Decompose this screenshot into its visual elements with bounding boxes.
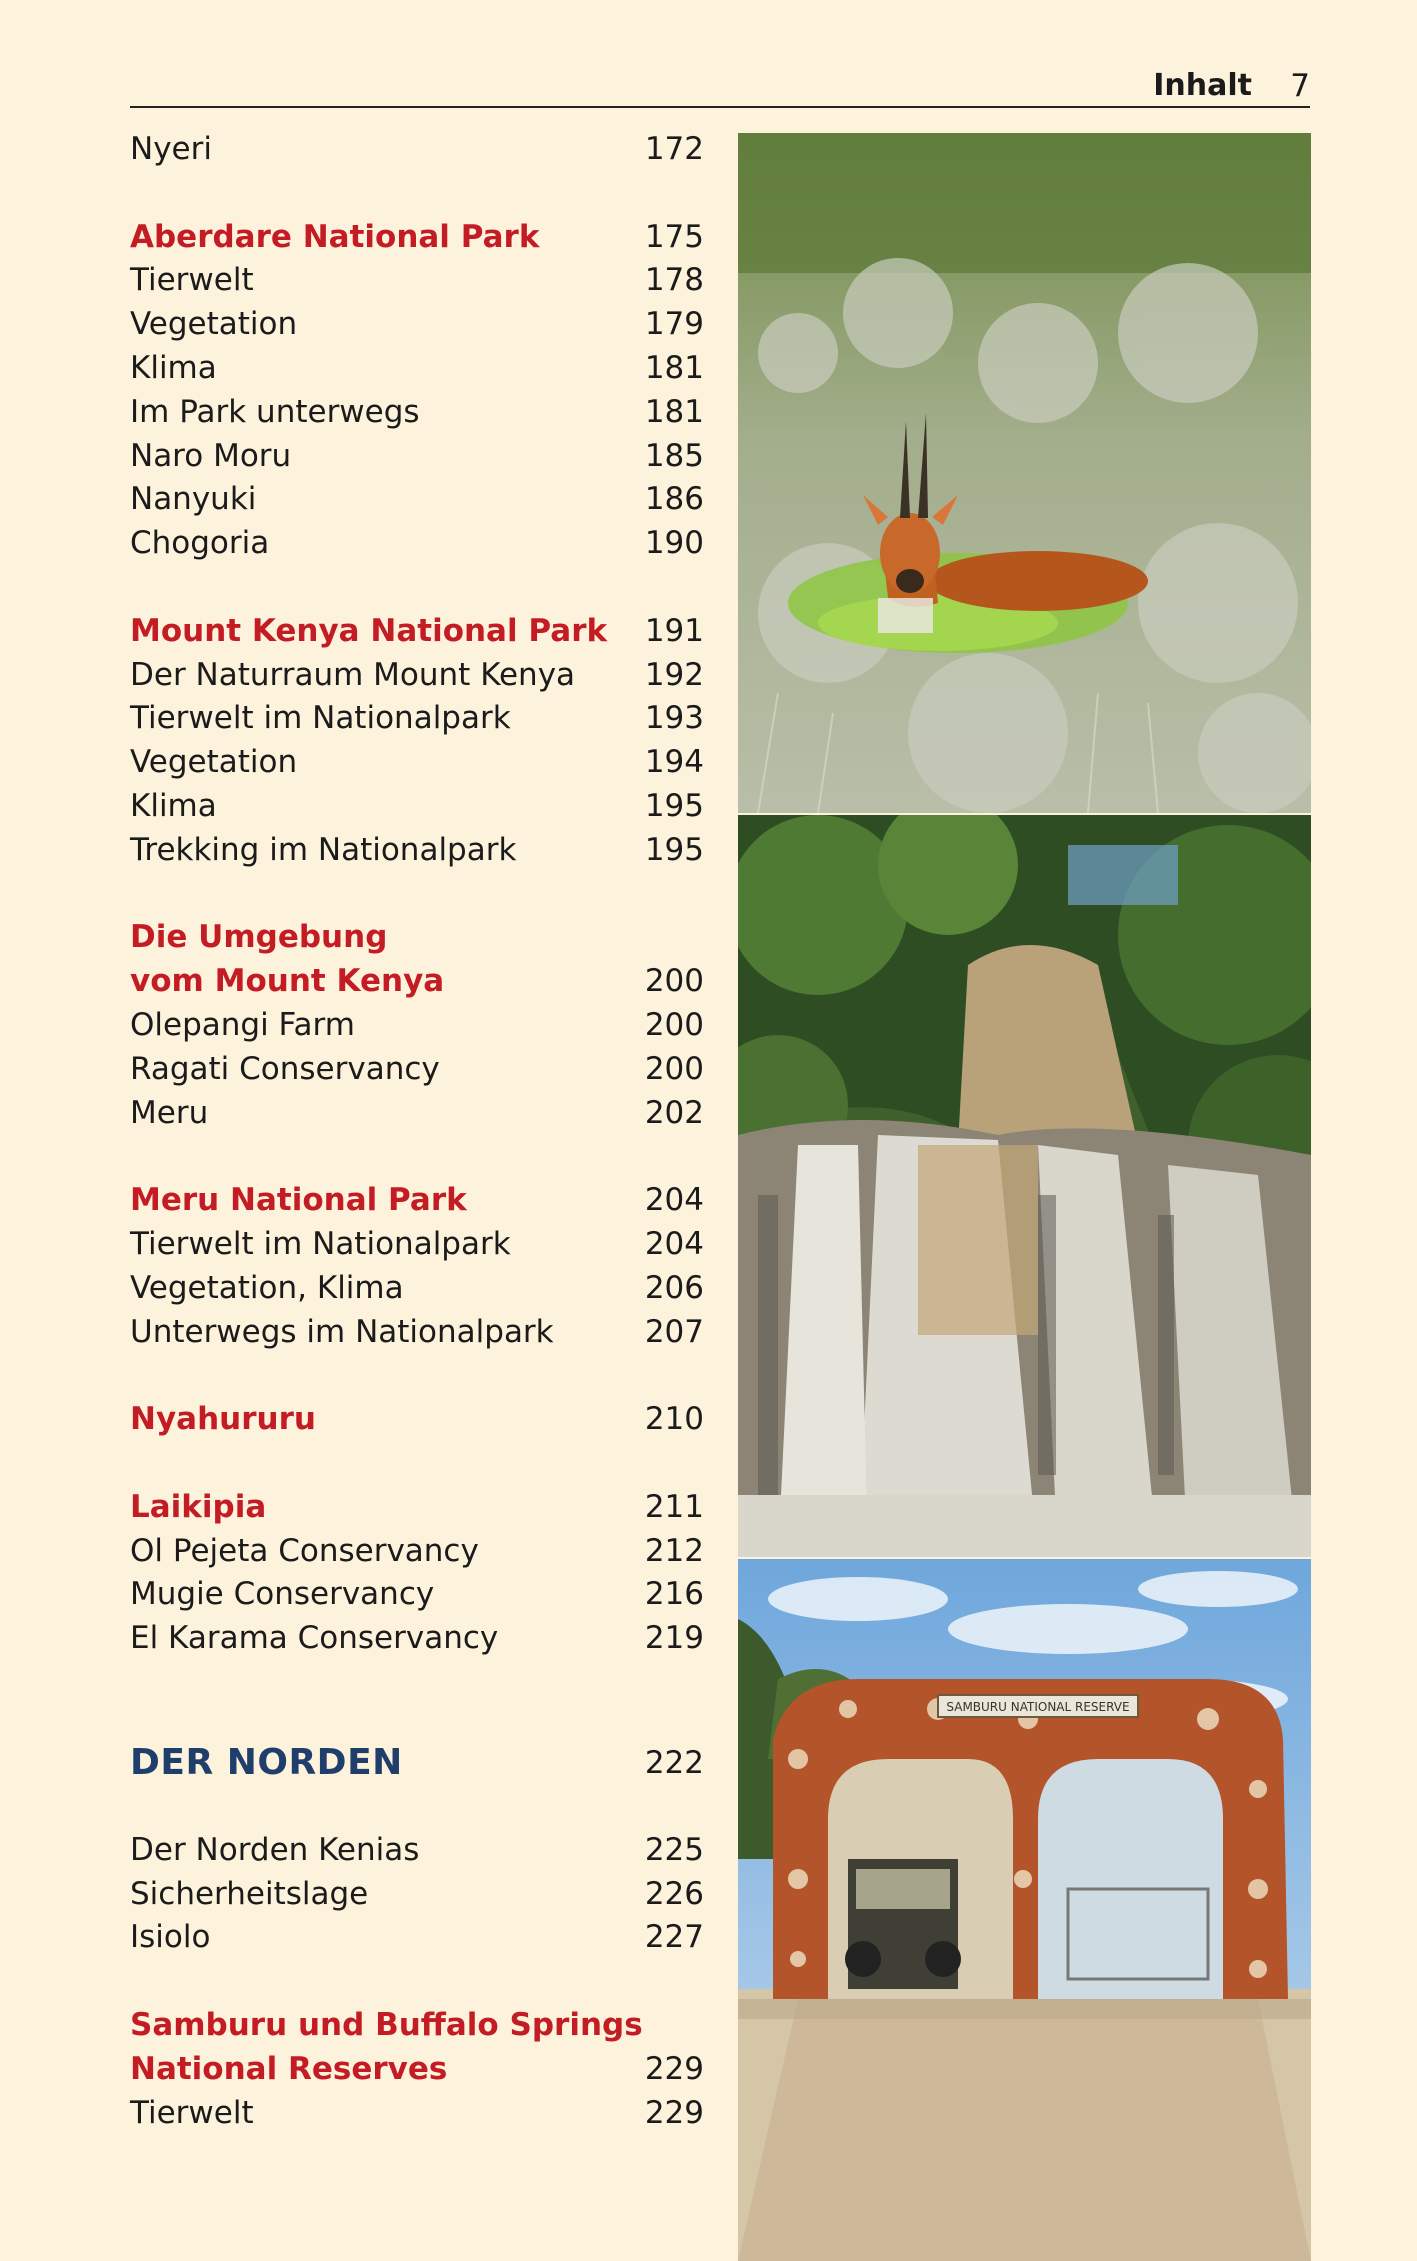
toc-title: Meru bbox=[130, 1094, 209, 1131]
toc-heading bbox=[130, 2004, 704, 2048]
toc-page-number: 190 bbox=[644, 525, 704, 562]
toc-spacer bbox=[130, 1960, 704, 2004]
toc-heading bbox=[130, 610, 704, 654]
toc-page-number: 175 bbox=[644, 218, 704, 255]
toc-title: Vegetation bbox=[130, 306, 298, 343]
toc-page-number: 206 bbox=[644, 1269, 704, 1306]
toc-page-number: 192 bbox=[644, 656, 704, 693]
toc-title: Nyeri bbox=[130, 131, 212, 167]
toc-title: Chogoria bbox=[130, 525, 270, 562]
toc-chapter bbox=[130, 1735, 704, 1791]
toc-entry bbox=[130, 829, 704, 873]
toc-title: Sicherheitslage bbox=[130, 1875, 369, 1912]
toc-entry bbox=[130, 1617, 704, 1661]
toc-title: Vegetation bbox=[130, 744, 298, 781]
toc-entry bbox=[130, 1267, 704, 1311]
toc-title: El Karama Conservancy bbox=[130, 1620, 499, 1657]
toc-entry bbox=[130, 435, 704, 479]
toc-page-number: 204 bbox=[644, 1182, 704, 1219]
toc-entry bbox=[130, 1916, 704, 1960]
toc-page-number: 195 bbox=[644, 831, 704, 868]
toc-entry bbox=[130, 1223, 704, 1267]
toc-entry bbox=[130, 697, 704, 741]
toc-entry bbox=[130, 1092, 704, 1136]
table-of-contents bbox=[130, 128, 704, 2135]
toc-title: Naro Moru bbox=[130, 437, 292, 474]
toc-page-number: 193 bbox=[644, 700, 704, 737]
section-title: Inhalt bbox=[1153, 68, 1252, 103]
toc-entry bbox=[130, 522, 704, 566]
toc-page-number: 179 bbox=[644, 306, 704, 343]
toc-title: Aberdare National Park bbox=[130, 218, 540, 255]
toc-page-number: 191 bbox=[644, 612, 704, 649]
running-header bbox=[130, 62, 1310, 108]
toc-title: Klima bbox=[130, 787, 217, 824]
toc-entry bbox=[130, 1829, 704, 1873]
toc-page-number: 227 bbox=[644, 1919, 704, 1956]
toc-page-number: 210 bbox=[644, 1401, 704, 1438]
toc-title: Mugie Conservancy bbox=[130, 1576, 435, 1613]
toc-page-number: 229 bbox=[644, 2050, 704, 2087]
toc-entry bbox=[130, 741, 704, 785]
toc-title: Vegetation, Klima bbox=[130, 1269, 404, 1306]
toc-entry bbox=[130, 259, 704, 303]
bushbuck-photo bbox=[738, 133, 1311, 813]
toc-entry bbox=[130, 785, 704, 829]
toc-entry bbox=[130, 654, 704, 698]
toc-title: vom Mount Kenya bbox=[130, 963, 445, 1000]
toc-page-number: 200 bbox=[644, 1006, 704, 1043]
photo-column bbox=[738, 133, 1311, 2133]
toc-entry bbox=[130, 303, 704, 347]
toc-title: Meru National Park bbox=[130, 1182, 467, 1219]
toc-page-number: 181 bbox=[644, 349, 704, 386]
toc-title: Mount Kenya National Park bbox=[130, 612, 608, 649]
toc-title: Nyahururu bbox=[130, 1401, 316, 1438]
toc-heading bbox=[130, 916, 704, 960]
toc-title: Tierwelt im Nationalpark bbox=[130, 700, 511, 737]
park-gate-photo bbox=[738, 1559, 1311, 2261]
toc-title: Die Umgebung bbox=[130, 919, 388, 956]
toc-spacer bbox=[130, 873, 704, 917]
toc-entry bbox=[130, 391, 704, 435]
toc-heading bbox=[130, 1398, 704, 1442]
toc-heading bbox=[130, 216, 704, 260]
toc-spacer bbox=[130, 1791, 704, 1829]
toc-page-number: 211 bbox=[644, 1488, 704, 1525]
toc-page-number: 219 bbox=[644, 1620, 704, 1657]
toc-heading bbox=[130, 1179, 704, 1223]
toc-entry bbox=[130, 1530, 704, 1574]
toc-title: Samburu und Buffalo Springs bbox=[130, 2007, 643, 2044]
toc-page-number: 204 bbox=[644, 1225, 704, 1262]
toc-page-number: 229 bbox=[644, 2094, 704, 2131]
toc-heading bbox=[130, 2048, 704, 2092]
toc-title: Trekking im Nationalpark bbox=[130, 831, 517, 868]
toc-heading bbox=[130, 960, 704, 1004]
toc-entry bbox=[130, 128, 704, 172]
toc-title: Laikipia bbox=[130, 1488, 267, 1525]
toc-title: Im Park unterwegs bbox=[130, 393, 420, 430]
toc-title: Olepangi Farm bbox=[130, 1006, 355, 1043]
toc-title: Ol Pejeta Conservancy bbox=[130, 1532, 479, 1569]
toc-entry bbox=[130, 1573, 704, 1617]
toc-title: National Reserves bbox=[130, 2050, 448, 2087]
toc-entry bbox=[130, 1004, 704, 1048]
toc-title: Tierwelt bbox=[130, 2094, 254, 2131]
toc-entry bbox=[130, 1873, 704, 1917]
toc-page-number: 202 bbox=[644, 1094, 704, 1131]
toc-spacer bbox=[130, 1354, 704, 1398]
toc-entry bbox=[130, 1311, 704, 1355]
toc-page-number: 200 bbox=[644, 963, 704, 1000]
toc-page-number: 226 bbox=[644, 1875, 704, 1912]
toc-page-number: 225 bbox=[644, 1831, 704, 1868]
toc-spacer bbox=[130, 1661, 704, 1735]
toc-entry bbox=[130, 478, 704, 522]
toc-title: Nanyuki bbox=[130, 481, 257, 518]
toc-page-number: 200 bbox=[644, 1050, 704, 1087]
toc-page-number: 172 bbox=[644, 131, 704, 167]
page-number: 7 bbox=[1290, 68, 1310, 104]
toc-page-number: 186 bbox=[644, 481, 704, 518]
toc-entry bbox=[130, 347, 704, 391]
toc-entry bbox=[130, 1048, 704, 1092]
toc-entry bbox=[130, 2092, 704, 2136]
toc-page-number: 185 bbox=[644, 437, 704, 474]
toc-heading bbox=[130, 1486, 704, 1530]
toc-title: Tierwelt bbox=[130, 262, 254, 299]
toc-page-number: 178 bbox=[644, 262, 704, 299]
toc-spacer bbox=[130, 566, 704, 610]
toc-page-number: 212 bbox=[644, 1532, 704, 1569]
toc-title: Der Naturraum Mount Kenya bbox=[130, 656, 576, 693]
toc-title: Isiolo bbox=[130, 1919, 211, 1956]
waterfall-photo bbox=[738, 815, 1311, 1557]
toc-page-number: 195 bbox=[644, 787, 704, 824]
toc-spacer bbox=[130, 1442, 704, 1486]
toc-page-number: 194 bbox=[644, 744, 704, 781]
toc-title: DER NORDEN bbox=[130, 1741, 403, 1783]
toc-title: Unterwegs im Nationalpark bbox=[130, 1313, 554, 1350]
gate-structure bbox=[773, 1679, 1288, 1999]
toc-title: Der Norden Kenias bbox=[130, 1831, 420, 1868]
toc-spacer bbox=[130, 172, 704, 216]
toc-title: Ragati Conservancy bbox=[130, 1050, 440, 1087]
toc-spacer bbox=[130, 1135, 704, 1179]
toc-page-number: 207 bbox=[644, 1313, 704, 1350]
toc-page-number: 222 bbox=[644, 1744, 704, 1781]
toc-title: Klima bbox=[130, 349, 217, 386]
gate-sign-text: SAMBURU NATIONAL RESERVE bbox=[946, 1700, 1130, 1714]
toc-page-number: 181 bbox=[644, 393, 704, 430]
toc-page-number: 216 bbox=[644, 1576, 704, 1613]
toc-title: Tierwelt im Nationalpark bbox=[130, 1225, 511, 1262]
